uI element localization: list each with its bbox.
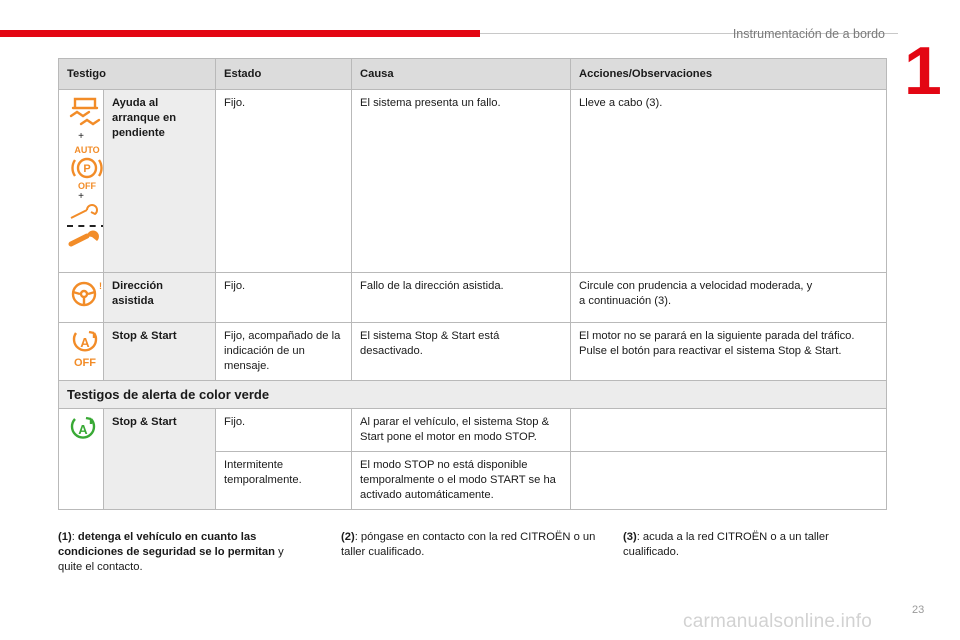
acciones-line: Pulse el botón para reactivar el sistema Stop & Start. [579, 345, 842, 357]
acciones-line: a continuación (3). [579, 295, 672, 307]
green-heading-row [59, 381, 887, 409]
footnote-2-ref: (2) [341, 531, 355, 543]
col-causa: Causa [352, 59, 571, 90]
park-p-label: P [83, 163, 91, 175]
causa-cell: Al parar el vehículo, el sistema Stop & Start pone el motor en modo STOP. [352, 409, 571, 452]
acciones-cell [571, 452, 887, 510]
table-header-row [59, 59, 887, 90]
icon-cell [59, 323, 104, 381]
estado-cell: Intermitente temporalmente. [216, 452, 352, 510]
off-label: OFF [74, 357, 96, 369]
col-testigo: Testigo [59, 59, 216, 90]
svg-text:!: ! [99, 281, 102, 291]
col-acciones: Acciones/Observaciones [571, 59, 887, 90]
stop-start-off-icon [67, 329, 103, 367]
footnote-1: (1): detenga el vehículo en cuanto las condiciones de seguridad se lo permitan y quite el contacto. [58, 531, 284, 573]
page-number: 23 [912, 604, 925, 616]
table-row [59, 409, 887, 452]
watermark: carmanualsonline.info [683, 611, 873, 632]
table-row [59, 273, 887, 323]
icon-cell [59, 273, 104, 323]
footnote-3-ref: (3) [623, 531, 637, 543]
chapter-number: 1 [904, 33, 942, 109]
footnote-1-ref: (1) [58, 531, 72, 543]
estado-cell: Fijo, acompañado de la indicación de un mensaje. [216, 323, 352, 381]
acciones-line: El motor no se parará en la siguiente parada del tráfico. [579, 330, 855, 342]
section-title: Instrumentación de a bordo [732, 27, 885, 41]
service-wrench-icon [67, 230, 103, 248]
estado-cell: Fijo. [216, 90, 352, 273]
estado-cell: Fijo. [216, 273, 352, 323]
auto-park-brake-off-icon [67, 144, 107, 190]
service-wrench-outline-icon [67, 204, 103, 222]
acciones-cell [571, 273, 887, 323]
footnote-2: (2): póngase en contacto con la red CITROËN o un taller cualificado. [341, 531, 596, 558]
causa-cell: El modo STOP no está disponible temporalmente o el modo START se ha activado automáticamente. [352, 452, 571, 510]
icon-cell [59, 90, 104, 273]
indicator-name: Ayuda al arranque en pendiente [104, 90, 216, 273]
green-heading: Testigos de alerta de color verde [59, 381, 887, 409]
indicator-name: Stop & Start [104, 409, 216, 510]
footnote-1-rest: y quite el contacto. [58, 546, 284, 573]
footnote-3-text: acuda a la red CITROËN o a un taller cualificado. [623, 531, 829, 558]
footnote-2-text: póngase en contacto con la red CITROËN o un taller cualificado. [341, 531, 596, 558]
causa-cell: Fallo de la dirección asistida. [352, 273, 571, 323]
off-label: OFF [78, 181, 96, 191]
estado-cell: Fijo. [216, 409, 352, 452]
footnote-1-bold: detenga el vehículo en cuanto las condiciones de seguridad se lo permitan [58, 531, 275, 558]
auto-label: AUTO [74, 145, 100, 155]
table-row [59, 323, 887, 381]
plus-sign: + [78, 191, 84, 202]
plus-sign: + [78, 131, 84, 142]
hill-start-assist-icon [67, 96, 103, 130]
divider [67, 225, 107, 227]
a-label: A [80, 335, 90, 350]
icon-cell [59, 409, 104, 510]
col-estado: Estado [216, 59, 352, 90]
stop-start-green-icon [67, 415, 99, 443]
header-red-bar [0, 30, 480, 37]
footnote-3: (3): acuda a la red CITROËN o a un taller cualificado. [623, 531, 829, 558]
a-label: A [78, 422, 88, 437]
table-row [59, 90, 887, 273]
indicator-name: Dirección asistida [104, 273, 216, 323]
acciones-cell [571, 323, 887, 381]
indicator-name: Stop & Start [104, 323, 216, 381]
acciones-line: Circule con prudencia a velocidad moderada, y [579, 280, 813, 292]
causa-cell: El sistema Stop & Start está desactivado. [352, 323, 571, 381]
acciones-cell: Lleve a cabo (3). [571, 90, 887, 273]
acciones-cell [571, 409, 887, 452]
causa-cell: El sistema presenta un fallo. [352, 90, 571, 273]
steering-wheel-icon [67, 279, 101, 309]
indicator-table [58, 58, 887, 510]
